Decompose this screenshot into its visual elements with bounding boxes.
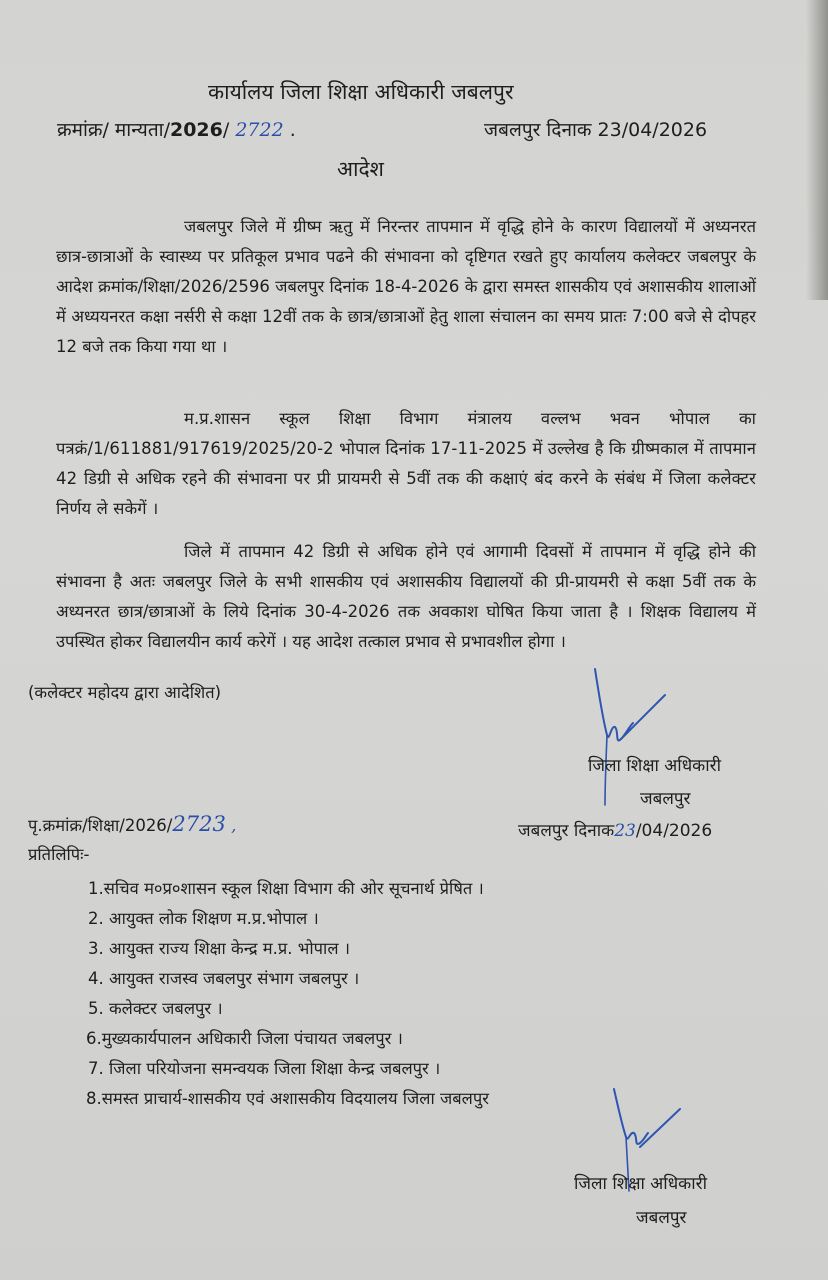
endorsement-date xyxy=(518,818,712,841)
copy-recipient: 1.सचिव म०प्र०शासन स्कूल शिक्षा विभाग की ओर सूचनार्थ प्रेषित । xyxy=(88,879,484,898)
signatory-1-title: जिला शिक्षा अधिकारी xyxy=(588,756,721,776)
paragraph-2 xyxy=(56,404,756,524)
copy-recipient: 5. कलेक्टर जबलपुर । xyxy=(88,999,223,1018)
copy-recipient: 6.मुख्यकार्यपालन अधिकारी जिला पंचायत जबलपुर । xyxy=(86,1029,403,1048)
signatory-2-title: जिला शिक्षा अधिकारी xyxy=(574,1174,707,1194)
copy-recipient: 2. आयुक्त लोक शिक्षण म.प्र.भोपाल । xyxy=(88,909,319,928)
paragraph-1 xyxy=(56,212,756,362)
ordered-by-note: (कलेक्टर महोदय द्वारा आदेशित) xyxy=(28,683,222,702)
signatory-2-city: जबलपुर xyxy=(636,1208,687,1228)
endorsement-date-prefix: जबलपुर दिनाक xyxy=(518,821,615,841)
order-reference xyxy=(57,116,296,142)
copy-recipient: 4. आयुक्त राजस्व जबलपुर संभाग जबलपुर । xyxy=(88,969,360,988)
issue-date: जबलपुर दिनाक 23/04/2026 xyxy=(484,119,708,141)
copy-recipient: 3. आयुक्त राज्य शिक्षा केन्द्र म.प्र. भोपाल । xyxy=(88,939,351,958)
copy-label: प्रतिलिपिः- xyxy=(28,845,90,864)
reference-year: 2026 xyxy=(169,119,223,141)
handwritten-endorsement-number: 2723 xyxy=(172,812,226,836)
reference-prefix: क्रमांक्र/ मान्यता/ xyxy=(57,119,170,141)
paragraph-2-text: म.प्र.शासन स्कूल शिक्षा विभाग मंत्रालय वल्लभ भवन भोपाल का पत्रक्रं/1/611881/917619/2025/20-2 भोपाल दिनांक 17-11-2025 में उल्लेख है कि ग्रीष्मकाल में तापमान 42 डिग्री से अधिक रहने की संभावना पर प्री प्रायमरी से 5वीं तक की कक्षाएं बंद करने के संबंध में जिला कलेक्टर निर्णय ले सकेगें । xyxy=(56,409,756,518)
page-edge-shadow xyxy=(806,0,828,300)
paragraph-3-text: जिले में तापमान 42 डिग्री से अधिक होने एवं आगामी दिवसों में तापमान में वृद्धि होने की संभावना है अतः जबलपुर जिले के सभी शासकीय एवं अशासकीय विद्यालयों की प्री-प्रायमरी से कक्षा 5वीं तक के अध्यनरत छात्र/छात्राओं के लिये दिनांक 30-4-2026 तक अवकाश घोषित किया जाता है । शिक्षक विद्यालय में उपस्थित होकर विद्यालयीन कार्य करेगें । यह आदेश तत्काल प्रभाव से प्रभावशील होगा । xyxy=(56,542,756,651)
handwritten-reference-number: 2722 xyxy=(235,119,284,141)
signatory-1-city: जबलपुर xyxy=(640,789,691,809)
reference-separator: / xyxy=(222,119,236,141)
handwritten-date-day: 23 xyxy=(614,821,636,841)
endorsement-date-rest: /04/2026 xyxy=(635,821,713,841)
copy-recipient: 7. जिला परियोजना समन्वयक जिला शिक्षा केन्द्र जबलपुर । xyxy=(88,1059,441,1078)
reference-suffix: . xyxy=(283,119,296,141)
endorsement-reference-suffix: , xyxy=(225,816,237,835)
paragraph-3 xyxy=(56,537,756,657)
endorsement-reference-prefix: पृ.क्रमांक्र/शिक्षा/2026/ xyxy=(28,816,173,835)
order-heading: आदेश xyxy=(337,157,384,181)
copy-recipient: 8.समस्त प्राचार्य-शासकीय एवं अशासकीय विदयालय जिला जबलपुर xyxy=(86,1089,489,1108)
copy-recipient-list xyxy=(88,874,489,1114)
office-title: कार्यालय जिला शिक्षा अधिकारी जबलपुर xyxy=(208,80,514,104)
endorsement-reference xyxy=(28,812,236,836)
paragraph-1-text: जबलपुर जिले में ग्रीष्म ऋतु में निरन्तर तापमान में वृद्धि होने के कारण विद्यालयों में अध्यनरत छात्र-छात्राओं के स्वास्थ्य पर प्रतिकूल प्रभाव पढने की संभावना को दृष्टिगत रखते हुए कार्यालय कलेक्टर जबलपुर के आदेश क्रमांक/शिक्षा/2026/2596 जबलपुर दिनांक 18-4-2026 के द्वारा समस्त शासकीय एवं अशासकीय शालाओं में अध्ययनरत कक्षा नर्सरी से कक्षा 12वीं तक के छात्र/छात्राओं हेतु शाला संचालन का समय प्रातः 7:00 बजे से दोपहर 12 बजे तक किया गया था । xyxy=(56,217,756,356)
